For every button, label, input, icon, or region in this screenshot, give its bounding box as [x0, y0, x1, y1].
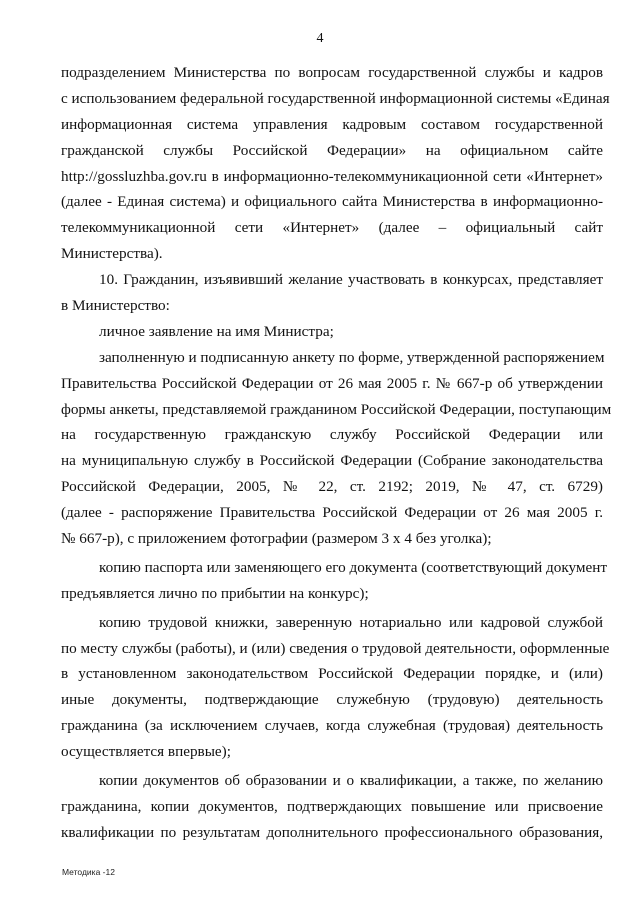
- text-line: с использованием федеральной государственной информационной системы «Единая: [61, 89, 610, 107]
- list-item-passport: копию паспорта или заменяющего его документа (соответствующий документ: [99, 558, 608, 576]
- footer-label: Методика -12: [62, 867, 115, 877]
- text-line: формы анкеты, представляемой гражданином Российской Федерации, поступающим: [61, 400, 612, 418]
- text-line: № 667-р), с приложением фотографии (размером 3 х 4 без уголка);: [61, 530, 492, 548]
- text-line: по месту службы (работы), и (или) сведения о трудовой деятельности, оформленные: [61, 639, 610, 657]
- text-line: информационная система управления кадровым составом государственной: [61, 115, 603, 133]
- list-item-application: личное заявление на имя Министра;: [99, 322, 334, 340]
- text-line: Правительства Российской Федерации от 26 мая 2005 г. № 667-р об утверждении: [61, 374, 603, 392]
- text-line: квалификации по результатам дополнительного профессионального образования,: [61, 823, 603, 841]
- text-line: в установленном законодательством Российской Федерации порядке, и (или): [61, 665, 603, 683]
- paragraph-10-start: 10. Гражданин, изъявивший желание участвовать в конкурсах, представляет: [99, 271, 603, 289]
- text-line: гражданина (за исключением случаев, когда служебная (трудовая) деятельность: [61, 717, 603, 735]
- text-line: гражданской службы Российской Федерации» на официальном сайте: [61, 141, 603, 159]
- text-line: подразделением Министерства по вопросам государственной службы и кадров: [61, 64, 603, 81]
- text-line: в Министерство:: [61, 297, 170, 315]
- text-line: осуществляется впервые);: [61, 743, 231, 761]
- text-line: на государственную гражданскую службу Российской Федерации или: [61, 426, 603, 444]
- text-line: телекоммуникационной сети «Интернет» (далее – официальный сайт: [61, 219, 603, 237]
- text-line: предъявляется лично по прибытии на конкурс);: [61, 584, 369, 602]
- text-line: Министерства).: [61, 245, 163, 263]
- document-body: [61, 60, 612, 846]
- list-item-work-book: копию трудовой книжки, заверенную нотариально или кадровой службой: [99, 613, 603, 631]
- list-item-education-docs: копии документов об образовании и о квалификации, а также, по желанию: [99, 772, 603, 790]
- list-item-questionnaire: заполненную и подписанную анкету по форме, утвержденной распоряжением: [99, 348, 605, 366]
- page-number: 4: [316, 31, 324, 46]
- text-line: гражданина, копии документов, подтверждающих повышение или присвоение: [61, 797, 603, 815]
- text-line: (далее - распоряжение Правительства Российской Федерации от 26 мая 2005 г.: [61, 504, 603, 522]
- text-line: на муниципальную службу в Российской Федерации (Собрание законодательства: [61, 452, 603, 470]
- text-line: иные документы, подтверждающие служебную (трудовую) деятельность: [61, 691, 603, 709]
- text-line: (далее - Единая система) и официального сайта Министерства в информационно-: [61, 193, 603, 211]
- text-line: http://gossluzhba.gov.ru в информационно-телекоммуникационной сети «Интернет»: [61, 167, 603, 185]
- text-line: Российской Федерации, 2005, № 22, ст. 2192; 2019, № 47, ст. 6729): [61, 478, 603, 496]
